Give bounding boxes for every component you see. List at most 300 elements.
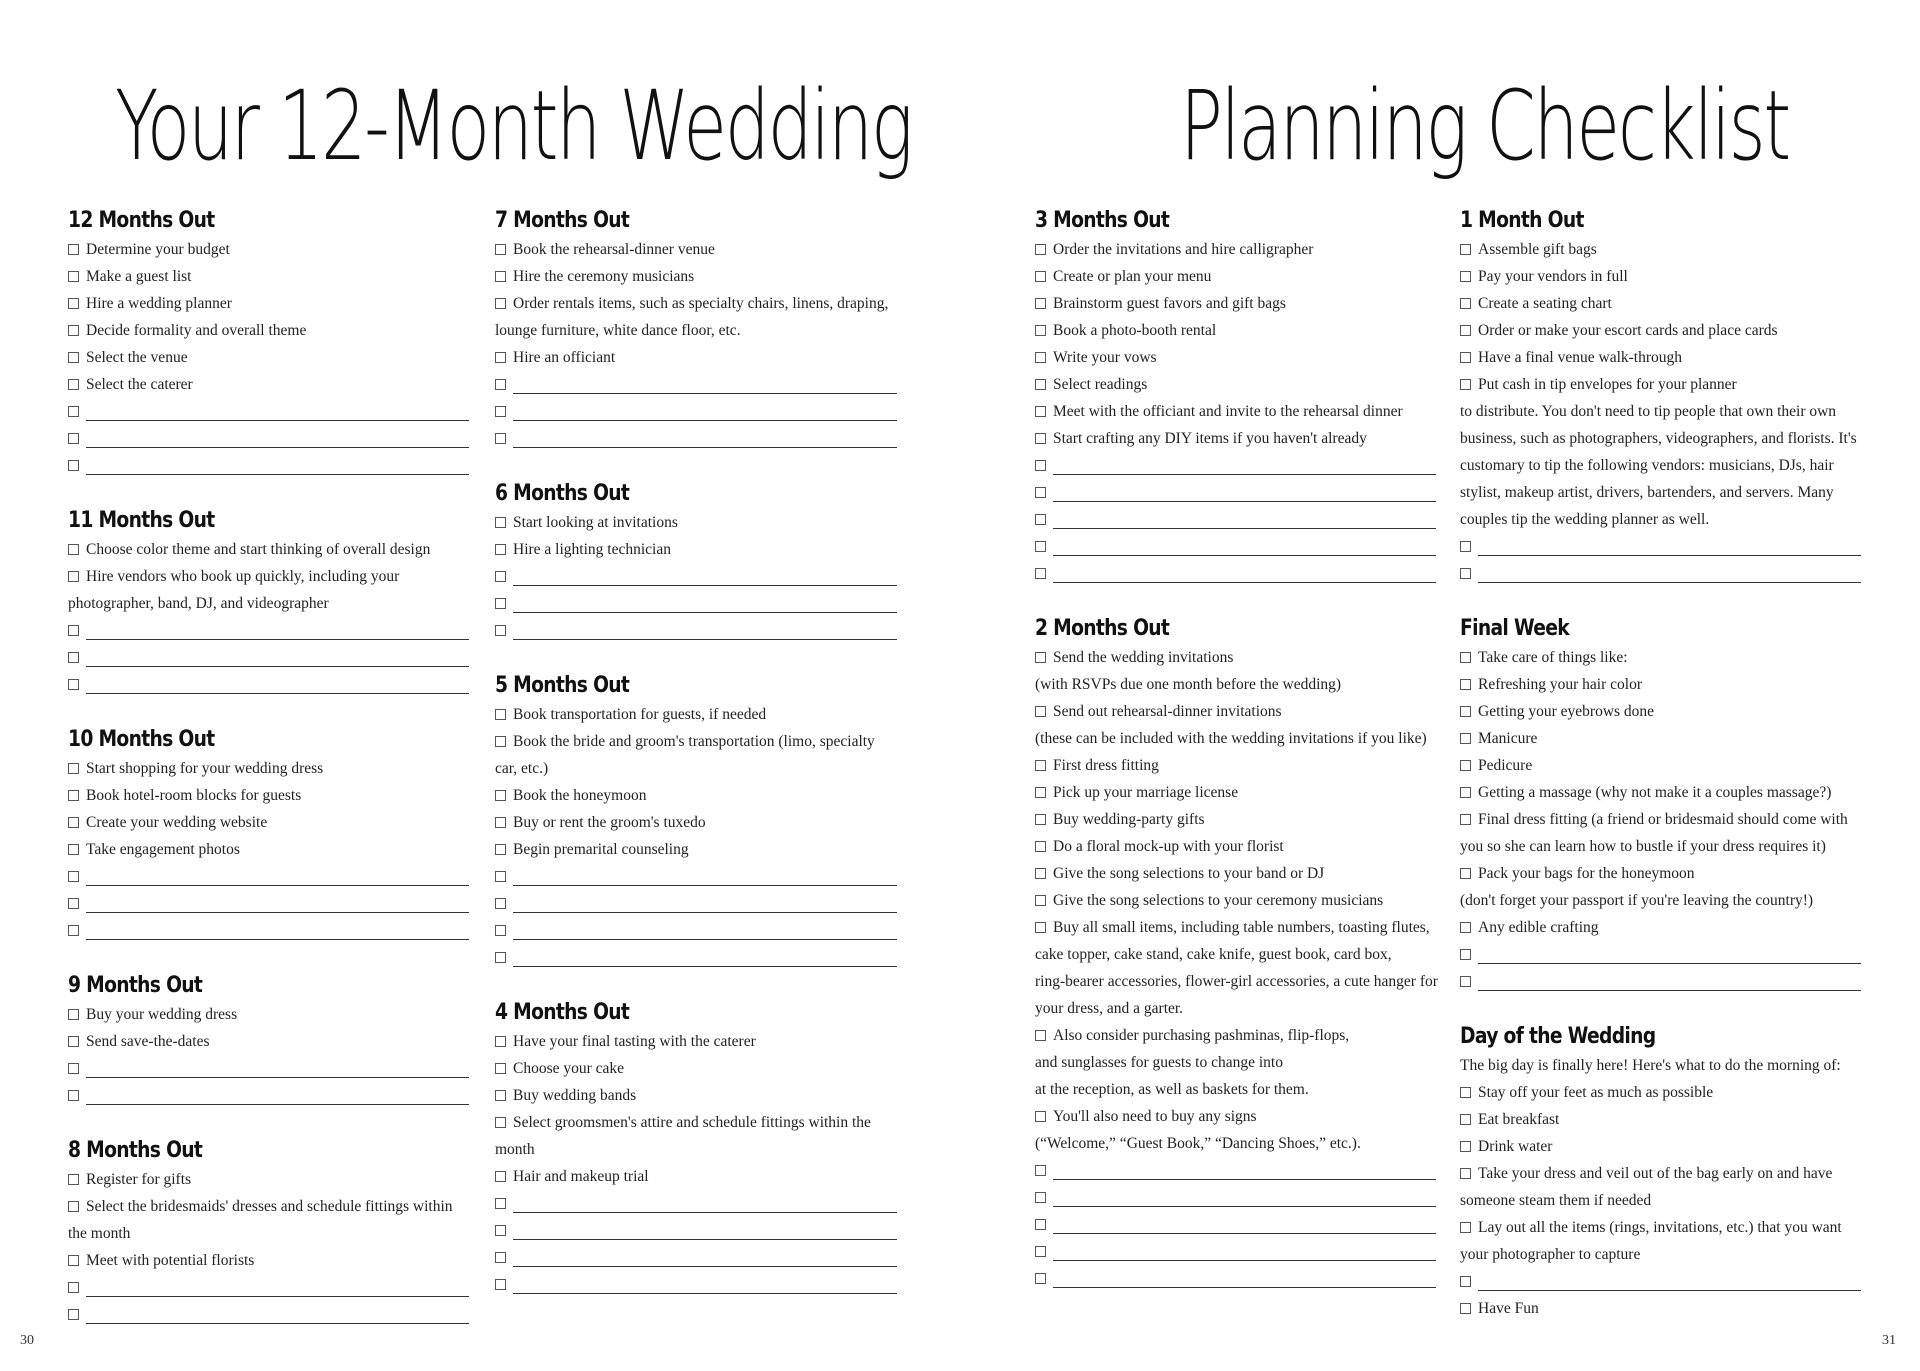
checklist-item xyxy=(495,836,901,863)
blank-checklist-item xyxy=(1035,1238,1440,1265)
checkbox[interactable] xyxy=(68,352,79,363)
item-text: Assemble gift bags xyxy=(1478,241,1597,258)
item-text: Send the wedding invitations xyxy=(1053,649,1234,666)
checkbox[interactable] xyxy=(495,406,506,417)
checkbox[interactable] xyxy=(1460,733,1471,744)
checkbox[interactable] xyxy=(68,244,79,255)
checklist-item xyxy=(1460,1106,1865,1133)
continuation-text xyxy=(1035,968,1440,995)
checkbox[interactable] xyxy=(68,1309,79,1320)
checkbox[interactable] xyxy=(1460,568,1471,579)
checkbox[interactable] xyxy=(68,571,79,582)
item-text: Have a final venue walk-through xyxy=(1478,349,1683,366)
checkbox[interactable] xyxy=(68,925,79,936)
checkbox[interactable] xyxy=(495,844,506,855)
blank-checklist-item xyxy=(68,1301,473,1328)
item-text: Book the bride and groom's transportation (limo, specialty xyxy=(513,733,875,750)
checkbox[interactable] xyxy=(68,1282,79,1293)
item-text: at the reception, as well as baskets for them. xyxy=(1035,1081,1309,1098)
blank-checklist-item xyxy=(68,671,473,698)
checkbox[interactable] xyxy=(1460,1168,1471,1179)
checkbox[interactable] xyxy=(1460,976,1471,987)
checklist-item xyxy=(495,290,901,317)
blank-line xyxy=(86,1087,469,1105)
item-text: Eat breakfast xyxy=(1478,1111,1560,1128)
blank-line xyxy=(513,922,897,940)
item-text: car, etc.) xyxy=(495,760,549,777)
item-text: Have Fun xyxy=(1478,1300,1539,1317)
section-title: 10 Months Out xyxy=(68,727,215,752)
checkbox[interactable] xyxy=(1460,379,1471,390)
item-text: Create or plan your menu xyxy=(1053,268,1212,285)
checkbox[interactable] xyxy=(1460,1087,1471,1098)
blank-line xyxy=(1053,1216,1436,1234)
item-text: The big day is finally here! Here's what to do the morning of: xyxy=(1460,1057,1841,1074)
item-text: Refreshing your hair color xyxy=(1478,676,1642,693)
item-text: couples tip the wedding planner as well. xyxy=(1460,511,1710,528)
blank-line xyxy=(86,1306,469,1324)
blank-checklist-item xyxy=(495,617,901,644)
continuation-text xyxy=(1035,1049,1440,1076)
section-title: 2 Months Out xyxy=(1035,616,1170,641)
checkbox[interactable] xyxy=(1035,379,1046,390)
checkbox[interactable] xyxy=(1460,325,1471,336)
checkbox[interactable] xyxy=(68,460,79,471)
checklist-item xyxy=(1460,1295,1865,1322)
checkbox[interactable] xyxy=(495,925,506,936)
column-1 xyxy=(68,206,473,1328)
blank-line xyxy=(86,649,469,667)
checkbox[interactable] xyxy=(1460,541,1471,552)
item-text: Create your wedding website xyxy=(86,814,268,831)
checklist-item xyxy=(495,782,901,809)
blank-checklist-item xyxy=(495,1271,901,1298)
item-text: to distribute. You don't need to tip people that own their own xyxy=(1460,403,1837,420)
checklist-item xyxy=(1035,344,1440,371)
checkbox[interactable] xyxy=(1035,568,1046,579)
checklist-item xyxy=(1460,806,1865,833)
checkbox[interactable] xyxy=(495,1171,506,1182)
continuation-text xyxy=(495,755,901,782)
checkbox[interactable] xyxy=(68,1009,79,1020)
checklist-item xyxy=(1035,779,1440,806)
item-text: Pick up your marriage license xyxy=(1053,784,1239,801)
continuation-text xyxy=(68,590,473,617)
item-text: Begin premarital counseling xyxy=(513,841,689,858)
checkbox[interactable] xyxy=(495,571,506,582)
checkbox[interactable] xyxy=(1460,352,1471,363)
checklist-item xyxy=(1035,371,1440,398)
checkbox[interactable] xyxy=(68,625,79,636)
checklist-item xyxy=(1035,887,1440,914)
blank-checklist-item xyxy=(495,398,901,425)
item-text: (don't forget your passport if you're leaving the country!) xyxy=(1460,892,1814,909)
blank-checklist-item xyxy=(68,452,473,479)
item-text: Buy all small items, including table numbers, toasting flutes, xyxy=(1053,919,1430,936)
checkbox[interactable] xyxy=(1035,760,1046,771)
blank-line xyxy=(513,895,897,913)
blank-checklist-item xyxy=(495,1217,901,1244)
page-number-left: 30 xyxy=(20,1333,34,1348)
checkbox[interactable] xyxy=(1460,760,1471,771)
checkbox[interactable] xyxy=(68,790,79,801)
item-text: Hair and makeup trial xyxy=(513,1168,649,1185)
checkbox[interactable] xyxy=(1460,787,1471,798)
blank-line xyxy=(513,568,897,586)
blank-line xyxy=(1478,946,1861,964)
checkbox[interactable] xyxy=(68,1036,79,1047)
continuation-text xyxy=(1460,452,1865,479)
checklist-section xyxy=(68,971,473,1109)
continuation-text xyxy=(1460,887,1865,914)
checkbox[interactable] xyxy=(1035,1165,1046,1176)
checkbox[interactable] xyxy=(68,652,79,663)
checkbox[interactable] xyxy=(1035,922,1046,933)
blank-checklist-item xyxy=(1460,968,1865,995)
checkbox[interactable] xyxy=(1035,352,1046,363)
checklist-item xyxy=(1460,317,1865,344)
checkbox[interactable] xyxy=(68,871,79,882)
item-text: Give the song selections to your ceremony musicians xyxy=(1053,892,1384,909)
blank-checklist-item xyxy=(68,617,473,644)
checklist-section xyxy=(1035,206,1440,587)
checkbox[interactable] xyxy=(1460,868,1471,879)
checklist-section xyxy=(1035,614,1440,1292)
checklist-section xyxy=(1460,1022,1865,1322)
checklist-item xyxy=(68,536,473,563)
checklist-item xyxy=(1035,806,1440,833)
blank-line xyxy=(513,1195,897,1213)
checkbox[interactable] xyxy=(495,1279,506,1290)
checkbox[interactable] xyxy=(1460,1141,1471,1152)
checkbox[interactable] xyxy=(68,679,79,690)
blank-checklist-item xyxy=(1035,479,1440,506)
item-text: Put cash in tip envelopes for your planner xyxy=(1478,376,1737,393)
checkbox[interactable] xyxy=(1035,271,1046,282)
checkbox[interactable] xyxy=(1460,652,1471,663)
section-title: Final Week xyxy=(1460,616,1569,641)
checkbox[interactable] xyxy=(1460,271,1471,282)
checklist-item xyxy=(1035,833,1440,860)
item-text: Order rentals items, such as specialty chairs, linens, draping, xyxy=(513,295,889,312)
checklist-item xyxy=(1460,371,1865,398)
item-text: Determine your budget xyxy=(86,241,230,258)
item-text: Buy wedding bands xyxy=(513,1087,637,1104)
checkbox[interactable] xyxy=(68,844,79,855)
item-text: your dress, and a garter. xyxy=(1035,1000,1184,1017)
checkbox[interactable] xyxy=(68,406,79,417)
section-title: 5 Months Out xyxy=(495,673,630,698)
checkbox[interactable] xyxy=(1035,325,1046,336)
checkbox[interactable] xyxy=(1460,298,1471,309)
item-text: Book hotel-room blocks for guests xyxy=(86,787,302,804)
blank-checklist-item xyxy=(1035,1265,1440,1292)
checkbox[interactable] xyxy=(68,433,79,444)
blank-checklist-item xyxy=(495,1244,901,1271)
checkbox[interactable] xyxy=(1035,406,1046,417)
checkbox[interactable] xyxy=(68,1201,79,1212)
checkbox[interactable] xyxy=(495,817,506,828)
checkbox[interactable] xyxy=(1035,895,1046,906)
checkbox[interactable] xyxy=(1035,487,1046,498)
checklist-item xyxy=(1035,914,1440,941)
checklist-item xyxy=(1460,698,1865,725)
blank-checklist-item xyxy=(68,425,473,452)
checklist-item xyxy=(1035,860,1440,887)
section-title: 6 Months Out xyxy=(495,481,630,506)
checklist-section xyxy=(68,725,473,944)
checkbox[interactable] xyxy=(495,1036,506,1047)
item-text: stylist, makeup artist, drivers, bartenders, and servers. Many xyxy=(1460,484,1834,501)
column-4 xyxy=(1460,206,1865,1322)
checkbox[interactable] xyxy=(68,271,79,282)
checkbox[interactable] xyxy=(1460,1222,1471,1233)
blank-checklist-item xyxy=(68,398,473,425)
item-text: Start shopping for your wedding dress xyxy=(86,760,324,777)
item-text: Take care of things like: xyxy=(1478,649,1628,666)
checkbox[interactable] xyxy=(68,298,79,309)
checkbox[interactable] xyxy=(1035,706,1046,717)
checklist-item xyxy=(1460,1214,1865,1241)
checkbox[interactable] xyxy=(1035,841,1046,852)
blank-checklist-item xyxy=(495,944,901,971)
checklist-item xyxy=(495,263,901,290)
blank-line xyxy=(1053,1189,1436,1207)
checkbox[interactable] xyxy=(1035,1273,1046,1284)
checkbox[interactable] xyxy=(1460,706,1471,717)
checklist-item xyxy=(68,290,473,317)
blank-checklist-item xyxy=(1035,1211,1440,1238)
checklist-item xyxy=(68,371,473,398)
item-text: Take engagement photos xyxy=(86,841,240,858)
checkbox[interactable] xyxy=(68,817,79,828)
checkbox[interactable] xyxy=(495,790,506,801)
checkbox[interactable] xyxy=(495,898,506,909)
checkbox[interactable] xyxy=(495,1225,506,1236)
checkbox[interactable] xyxy=(495,1117,506,1128)
continuation-text xyxy=(495,317,901,344)
checkbox[interactable] xyxy=(495,1252,506,1263)
continuation-text xyxy=(1460,833,1865,860)
item-text: Buy wedding-party gifts xyxy=(1053,811,1205,828)
item-text: the month xyxy=(68,1225,131,1242)
item-text: photographer, band, DJ, and videographer xyxy=(68,595,329,612)
item-text: Do a floral mock-up with your florist xyxy=(1053,838,1284,855)
item-text: Pack your bags for the honeymoon xyxy=(1478,865,1695,882)
checkbox[interactable] xyxy=(1035,433,1046,444)
checkbox[interactable] xyxy=(68,325,79,336)
item-text: Final dress fitting (a friend or bridesmaid should come with xyxy=(1478,811,1848,828)
checklist-item xyxy=(1035,263,1440,290)
continuation-text xyxy=(1460,1187,1865,1214)
continuation-text xyxy=(1460,506,1865,533)
item-text: Create a seating chart xyxy=(1478,295,1612,312)
blank-line xyxy=(1053,1162,1436,1180)
continuation-text xyxy=(1035,671,1440,698)
item-text: Select the bridesmaids' dresses and schedule fittings within xyxy=(86,1198,453,1215)
item-text: Start looking at invitations xyxy=(513,514,678,531)
item-text: Make a guest list xyxy=(86,268,192,285)
checkbox[interactable] xyxy=(1460,949,1471,960)
blank-line xyxy=(86,457,469,475)
checklist-section xyxy=(1460,206,1865,587)
continuation-text xyxy=(1035,995,1440,1022)
checklist-section xyxy=(495,206,901,452)
checkbox[interactable] xyxy=(495,352,506,363)
item-text: Meet with the officiant and invite to the rehearsal dinner xyxy=(1053,403,1403,420)
blank-checklist-item xyxy=(495,1190,901,1217)
checkbox[interactable] xyxy=(1035,1111,1046,1122)
checkbox[interactable] xyxy=(495,625,506,636)
blank-line xyxy=(513,595,897,613)
checkbox[interactable] xyxy=(495,952,506,963)
checklist-item xyxy=(1460,671,1865,698)
continuation-text xyxy=(1460,398,1865,425)
section-title: 4 Months Out xyxy=(495,1000,630,1025)
checkbox[interactable] xyxy=(1035,814,1046,825)
item-text: Hire an officiant xyxy=(513,349,616,366)
blank-line xyxy=(1053,511,1436,529)
checkbox[interactable] xyxy=(1035,1219,1046,1230)
item-text: Choose your cake xyxy=(513,1060,625,1077)
blank-line xyxy=(86,430,469,448)
checkbox[interactable] xyxy=(495,517,506,528)
item-text: Give the song selections to your band or DJ xyxy=(1053,865,1325,882)
blank-line xyxy=(1478,973,1861,991)
item-text: Brainstorm guest favors and gift bags xyxy=(1053,295,1286,312)
item-text: Buy or rent the groom's tuxedo xyxy=(513,814,706,831)
section-title: Day of the Wedding xyxy=(1460,1024,1656,1049)
checkbox[interactable] xyxy=(495,598,506,609)
checklist-item xyxy=(1035,425,1440,452)
blank-line xyxy=(1053,1270,1436,1288)
item-text: your photographer to capture xyxy=(1460,1246,1641,1263)
checkbox[interactable] xyxy=(495,544,506,555)
checkbox[interactable] xyxy=(1035,460,1046,471)
blank-checklist-item xyxy=(1035,1184,1440,1211)
checkbox[interactable] xyxy=(68,1255,79,1266)
checkbox[interactable] xyxy=(1035,652,1046,663)
checklist-section xyxy=(68,506,473,698)
blank-line xyxy=(1053,484,1436,502)
blank-checklist-item xyxy=(1460,941,1865,968)
checklist-item xyxy=(1460,644,1865,671)
blank-checklist-item xyxy=(495,917,901,944)
checklist-item xyxy=(495,809,901,836)
checkbox[interactable] xyxy=(495,709,506,720)
checkbox[interactable] xyxy=(1460,814,1471,825)
checkbox[interactable] xyxy=(495,433,506,444)
checklist-section xyxy=(495,998,901,1298)
checkbox[interactable] xyxy=(1035,868,1046,879)
checkbox[interactable] xyxy=(495,736,506,747)
item-text: Book a photo-booth rental xyxy=(1053,322,1217,339)
checkbox[interactable] xyxy=(1460,1114,1471,1125)
item-text: Pedicure xyxy=(1478,757,1533,774)
blank-line xyxy=(513,430,897,448)
checkbox[interactable] xyxy=(495,1090,506,1101)
checklist-item xyxy=(68,263,473,290)
blank-checklist-item xyxy=(1460,560,1865,587)
blank-checklist-item xyxy=(68,1082,473,1109)
item-text: Start crafting any DIY items if you haven't already xyxy=(1053,430,1367,447)
blank-checklist-item xyxy=(68,890,473,917)
item-text: customary to tip the following vendors: musicians, DJs, hair xyxy=(1460,457,1834,474)
checkbox[interactable] xyxy=(68,379,79,390)
checkbox[interactable] xyxy=(68,544,79,555)
blank-checklist-item xyxy=(495,890,901,917)
continuation-text xyxy=(1460,425,1865,452)
blank-line xyxy=(513,376,897,394)
checklist-section xyxy=(1460,614,1865,995)
checklist-item xyxy=(68,1001,473,1028)
checklist-item xyxy=(68,344,473,371)
checkbox[interactable] xyxy=(495,379,506,390)
blank-checklist-item xyxy=(1035,533,1440,560)
checklist-section xyxy=(495,479,901,644)
blank-checklist-item xyxy=(495,563,901,590)
checkbox[interactable] xyxy=(1035,787,1046,798)
checklist-item xyxy=(495,1109,901,1136)
checkbox[interactable] xyxy=(1035,298,1046,309)
checklist-item xyxy=(495,509,901,536)
blank-line xyxy=(86,676,469,694)
checkbox[interactable] xyxy=(1460,922,1471,933)
item-text: Select the caterer xyxy=(86,376,193,393)
checkbox[interactable] xyxy=(68,898,79,909)
item-text: You'll also need to buy any signs xyxy=(1053,1108,1257,1125)
checkbox[interactable] xyxy=(495,244,506,255)
checklist-item xyxy=(1460,1079,1865,1106)
blank-checklist-item xyxy=(1035,452,1440,479)
blank-checklist-item xyxy=(68,1055,473,1082)
checkbox[interactable] xyxy=(1460,244,1471,255)
checkbox[interactable] xyxy=(1460,679,1471,690)
item-text: Drink water xyxy=(1478,1138,1553,1155)
checkbox[interactable] xyxy=(495,271,506,282)
checkbox[interactable] xyxy=(68,1090,79,1101)
checkbox[interactable] xyxy=(495,1063,506,1074)
checkbox[interactable] xyxy=(1035,514,1046,525)
item-text: Hire a lighting technician xyxy=(513,541,671,558)
checkbox[interactable] xyxy=(68,1063,79,1074)
blank-line xyxy=(86,868,469,886)
checkbox[interactable] xyxy=(1035,1030,1046,1041)
checkbox[interactable] xyxy=(495,1198,506,1209)
section-title: 9 Months Out xyxy=(68,973,203,998)
item-text: Write your vows xyxy=(1053,349,1157,366)
checkbox[interactable] xyxy=(495,871,506,882)
checkbox[interactable] xyxy=(495,298,506,309)
checkbox[interactable] xyxy=(1460,1303,1471,1314)
item-text: Buy your wedding dress xyxy=(86,1006,238,1023)
checkbox[interactable] xyxy=(1460,1276,1471,1287)
item-text: Hire vendors who book up quickly, including your xyxy=(86,568,400,585)
checklist-item xyxy=(495,536,901,563)
checkbox[interactable] xyxy=(1035,1192,1046,1203)
checklist-item xyxy=(495,701,901,728)
checkbox[interactable] xyxy=(68,763,79,774)
checkbox[interactable] xyxy=(1035,1246,1046,1257)
checkbox[interactable] xyxy=(1035,244,1046,255)
item-text: Lay out all the items (rings, invitations, etc.) that you want xyxy=(1478,1219,1842,1236)
checkbox[interactable] xyxy=(68,1174,79,1185)
checklist-item xyxy=(1035,317,1440,344)
checklist-item xyxy=(495,728,901,755)
checkbox[interactable] xyxy=(1035,541,1046,552)
checklist-item xyxy=(1035,752,1440,779)
item-text: First dress fitting xyxy=(1053,757,1159,774)
